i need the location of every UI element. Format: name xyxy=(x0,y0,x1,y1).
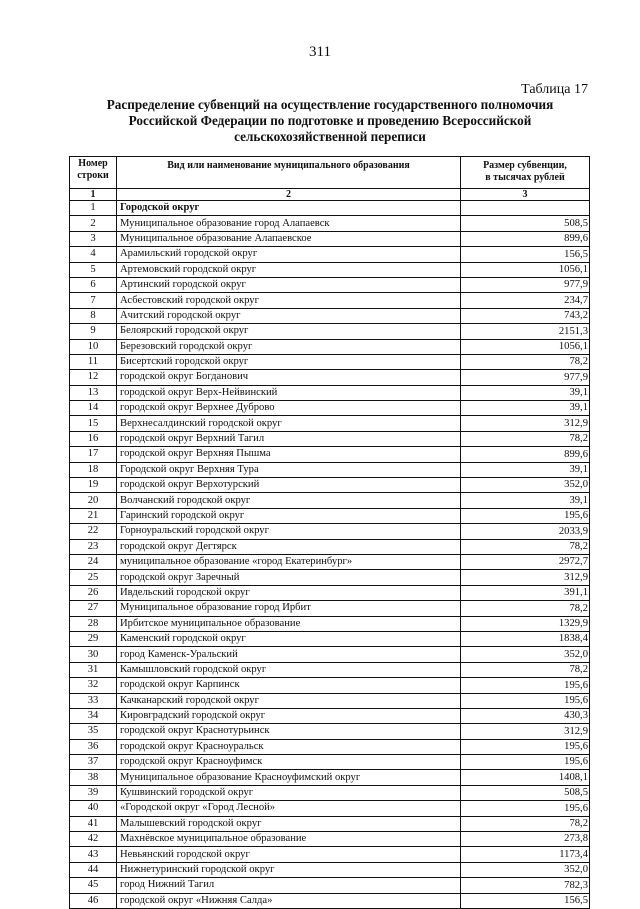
table-row xyxy=(70,570,590,585)
title-line: Распределение субвенций на осуществление государственного полномочия xyxy=(106,97,554,112)
table-row xyxy=(70,554,590,569)
row-number-cell: 9 xyxy=(70,324,117,339)
municipality-name-cell: Артемовский городской округ xyxy=(117,262,461,277)
row-number-cell: 38 xyxy=(70,770,117,785)
table-row xyxy=(70,462,590,477)
row-number-cell: 37 xyxy=(70,755,117,770)
subsidy-amount-cell: 234,7 xyxy=(461,293,590,308)
row-number-cell: 34 xyxy=(70,708,117,723)
municipality-name-cell: городской округ Верхотурский xyxy=(117,478,461,493)
title-line: сельскохозяйственной переписи xyxy=(234,129,426,144)
subsidy-amount-cell: 352,0 xyxy=(461,862,590,877)
row-number-cell: 2 xyxy=(70,216,117,231)
table-row xyxy=(70,878,590,893)
municipality-name-cell: Гаринский городской округ xyxy=(117,508,461,523)
table-row xyxy=(70,832,590,847)
table-row xyxy=(70,739,590,754)
row-number-cell: 11 xyxy=(70,354,117,369)
subsidy-amount-cell: 78,2 xyxy=(461,662,590,677)
row-number-cell: 19 xyxy=(70,478,117,493)
subsidy-amount-cell: 156,5 xyxy=(461,893,590,908)
table-row xyxy=(70,693,590,708)
table-row xyxy=(70,262,590,277)
municipality-name-cell: Кушвинский городской округ xyxy=(117,785,461,800)
municipality-name-cell: город Нижний Тагил xyxy=(117,878,461,893)
page-number: 311 xyxy=(309,44,331,60)
row-number-cell: 32 xyxy=(70,678,117,693)
subsidy-amount-cell: 312,9 xyxy=(461,724,590,739)
subsidy-amount-cell: 899,6 xyxy=(461,447,590,462)
subsidy-amount-cell: 78,2 xyxy=(461,431,590,446)
table-row xyxy=(70,370,590,385)
municipality-name-cell: городской округ Красноуфимск xyxy=(117,755,461,770)
row-number-cell: 21 xyxy=(70,508,117,523)
table-row xyxy=(70,801,590,816)
row-number-cell: 40 xyxy=(70,801,117,816)
subsidy-amount-cell: 195,6 xyxy=(461,801,590,816)
header-name: Вид или наименование муниципального образования xyxy=(117,157,461,189)
table-row xyxy=(70,601,590,616)
row-number-cell: 44 xyxy=(70,862,117,877)
municipality-name-cell: Городской округ xyxy=(117,201,461,216)
table-row xyxy=(70,508,590,523)
row-number-cell: 8 xyxy=(70,308,117,323)
municipality-name-cell: Качканарский городской округ xyxy=(117,693,461,708)
row-number-cell: 26 xyxy=(70,585,117,600)
municipality-name-cell: городской округ Богданович xyxy=(117,370,461,385)
table-row xyxy=(70,447,590,462)
subsidy-amount-cell: 273,8 xyxy=(461,832,590,847)
header-row-number xyxy=(70,157,117,189)
municipality-name-cell: Ачитский городской округ xyxy=(117,308,461,323)
table-row xyxy=(70,493,590,508)
municipality-name-cell: Камышловский городской округ xyxy=(117,662,461,677)
row-number-cell: 1 xyxy=(70,201,117,216)
row-number-cell: 31 xyxy=(70,662,117,677)
subsidy-amount-cell xyxy=(461,201,590,216)
subsidy-amount-cell: 195,6 xyxy=(461,755,590,770)
table-row xyxy=(70,662,590,677)
header-amount xyxy=(461,157,590,189)
row-number-cell: 10 xyxy=(70,339,117,354)
table-row xyxy=(70,416,590,431)
row-number-cell: 20 xyxy=(70,493,117,508)
table-row xyxy=(70,231,590,246)
subsidy-amount-cell: 2972,7 xyxy=(461,554,590,569)
municipality-name-cell: Асбестовский городской округ xyxy=(117,293,461,308)
municipality-name-cell: город Каменск-Уральский xyxy=(117,647,461,662)
row-number-cell: 24 xyxy=(70,554,117,569)
municipality-name-cell: Березовский городской округ xyxy=(117,339,461,354)
subsidy-amount-cell: 1408,1 xyxy=(461,770,590,785)
row-number-cell: 29 xyxy=(70,631,117,646)
subsidy-amount-cell: 312,9 xyxy=(461,570,590,585)
subsidy-amount-cell: 195,6 xyxy=(461,693,590,708)
column-index: 1 xyxy=(70,189,117,201)
table-body xyxy=(70,189,590,909)
table-row xyxy=(70,678,590,693)
row-number-cell: 35 xyxy=(70,724,117,739)
subsidy-amount-cell: 899,6 xyxy=(461,231,590,246)
table-label: Таблица 17 xyxy=(521,82,588,97)
row-number-cell: 45 xyxy=(70,878,117,893)
row-number-cell: 12 xyxy=(70,370,117,385)
row-number-cell: 28 xyxy=(70,616,117,631)
municipality-name-cell: городской округ Красноуральск xyxy=(117,739,461,754)
subsidy-amount-cell: 1173,4 xyxy=(461,847,590,862)
subsidy-amount-cell: 430,3 xyxy=(461,708,590,723)
row-number-cell: 43 xyxy=(70,847,117,862)
row-number-cell: 14 xyxy=(70,401,117,416)
subsidy-amount-cell: 195,6 xyxy=(461,508,590,523)
table-row xyxy=(70,324,590,339)
row-number-cell: 25 xyxy=(70,570,117,585)
municipality-name-cell: Городской округ Верхняя Тура xyxy=(117,462,461,477)
table-row xyxy=(70,616,590,631)
municipality-name-cell: городской округ Краснотурьинск xyxy=(117,724,461,739)
subsidy-amount-cell: 1056,1 xyxy=(461,262,590,277)
row-number-cell: 36 xyxy=(70,739,117,754)
table-row xyxy=(70,724,590,739)
municipality-name-cell: городской округ Карпинск xyxy=(117,678,461,693)
table-row xyxy=(70,708,590,723)
table-row xyxy=(70,585,590,600)
column-index-row xyxy=(70,189,590,201)
municipality-name-cell: Волчанский городской округ xyxy=(117,493,461,508)
municipality-name-cell: Горноуральский городской округ xyxy=(117,524,461,539)
subsidy-amount-cell: 782,3 xyxy=(461,878,590,893)
row-number-cell: 16 xyxy=(70,431,117,446)
row-number-cell: 18 xyxy=(70,462,117,477)
header-text: в тысячах рублей xyxy=(485,172,565,183)
row-number-cell: 33 xyxy=(70,693,117,708)
municipality-name-cell: Муниципальное образование Алапаевское xyxy=(117,231,461,246)
municipality-name-cell: Бисертский городской округ xyxy=(117,354,461,369)
subsidy-amount-cell: 508,5 xyxy=(461,216,590,231)
municipality-name-cell: «Городской округ «Город Лесной» xyxy=(117,801,461,816)
table-row xyxy=(70,385,590,400)
row-number-cell: 6 xyxy=(70,277,117,292)
subsidy-amount-cell: 195,6 xyxy=(461,739,590,754)
table-row xyxy=(70,893,590,908)
column-index: 3 xyxy=(461,189,590,201)
municipality-name-cell: Нижнетуринский городской округ xyxy=(117,862,461,877)
subsidy-amount-cell: 78,2 xyxy=(461,601,590,616)
municipality-name-cell: Артинский городской округ xyxy=(117,277,461,292)
municipality-name-cell: Ивдельский городской округ xyxy=(117,585,461,600)
row-number-cell: 4 xyxy=(70,247,117,262)
subsidy-amount-cell: 78,2 xyxy=(461,539,590,554)
municipality-name-cell: городской округ Верхнее Дуброво xyxy=(117,401,461,416)
subsidy-amount-cell: 312,9 xyxy=(461,416,590,431)
subsidy-amount-cell: 1056,1 xyxy=(461,339,590,354)
municipality-name-cell: Муниципальное образование Красноуфимский округ xyxy=(117,770,461,785)
header-text: строки xyxy=(77,170,109,181)
row-number-cell: 23 xyxy=(70,539,117,554)
row-number-cell: 7 xyxy=(70,293,117,308)
subsidy-amount-cell: 39,1 xyxy=(461,462,590,477)
municipality-name-cell: городской округ «Нижняя Салда» xyxy=(117,893,461,908)
municipality-name-cell: Муниципальное образование город Ирбит xyxy=(117,601,461,616)
table-row xyxy=(70,308,590,323)
table-row xyxy=(70,401,590,416)
row-number-cell: 15 xyxy=(70,416,117,431)
table-row xyxy=(70,647,590,662)
subsidy-amount-cell: 977,9 xyxy=(461,370,590,385)
municipality-name-cell: Муниципальное образование город Алапаевск xyxy=(117,216,461,231)
table-row xyxy=(70,770,590,785)
row-number-cell: 22 xyxy=(70,524,117,539)
row-number-cell: 3 xyxy=(70,231,117,246)
table-row xyxy=(70,862,590,877)
subsidy-table xyxy=(69,156,590,909)
subsidy-amount-cell: 39,1 xyxy=(461,385,590,400)
table-row xyxy=(70,539,590,554)
municipality-name-cell: Верхнесалдинский городской округ xyxy=(117,416,461,431)
table-row xyxy=(70,755,590,770)
subsidy-amount-cell: 1329,9 xyxy=(461,616,590,631)
row-number-cell: 42 xyxy=(70,832,117,847)
table-row xyxy=(70,339,590,354)
document-title xyxy=(70,97,590,145)
table-row xyxy=(70,293,590,308)
subsidy-amount-cell: 352,0 xyxy=(461,647,590,662)
municipality-name-cell: Каменский городской округ xyxy=(117,631,461,646)
municipality-name-cell: городской округ Верхняя Пышма xyxy=(117,447,461,462)
table-row xyxy=(70,524,590,539)
table-row xyxy=(70,247,590,262)
table-row xyxy=(70,216,590,231)
table-row xyxy=(70,631,590,646)
table-row xyxy=(70,816,590,831)
header-text: Размер субвенции, xyxy=(483,160,567,171)
subsidy-amount-cell: 977,9 xyxy=(461,277,590,292)
table-header-row xyxy=(70,157,590,189)
row-number-cell: 27 xyxy=(70,601,117,616)
subsidy-amount-cell: 78,2 xyxy=(461,816,590,831)
municipality-name-cell: Кировградский городской округ xyxy=(117,708,461,723)
subsidy-amount-cell: 1838,4 xyxy=(461,631,590,646)
municipality-name-cell: городской округ Верх-Нейвинский xyxy=(117,385,461,400)
municipality-name-cell: муниципальное образование «город Екатеринбург» xyxy=(117,554,461,569)
table-row xyxy=(70,847,590,862)
subsidy-amount-cell: 2151,3 xyxy=(461,324,590,339)
municipality-name-cell: Ирбитское муниципальное образование xyxy=(117,616,461,631)
municipality-name-cell: Махнёвское муниципальное образование xyxy=(117,832,461,847)
table-row xyxy=(70,354,590,369)
municipality-name-cell: Малышевский городской округ xyxy=(117,816,461,831)
subsidy-amount-cell: 39,1 xyxy=(461,493,590,508)
row-number-cell: 30 xyxy=(70,647,117,662)
subsidy-amount-cell: 156,5 xyxy=(461,247,590,262)
municipality-name-cell: городской округ Верхний Тагил xyxy=(117,431,461,446)
table-row xyxy=(70,431,590,446)
header-text: Номер xyxy=(78,158,108,169)
title-line: Российской Федерации по подготовке и проведению Всероссийской xyxy=(128,113,532,128)
subsidy-amount-cell: 78,2 xyxy=(461,354,590,369)
row-number-cell: 5 xyxy=(70,262,117,277)
row-number-cell: 13 xyxy=(70,385,117,400)
row-number-cell: 39 xyxy=(70,785,117,800)
row-number-cell: 46 xyxy=(70,893,117,908)
column-index: 2 xyxy=(117,189,461,201)
table-row xyxy=(70,785,590,800)
municipality-name-cell: Арамильский городской округ xyxy=(117,247,461,262)
municipality-name-cell: Белоярский городской округ xyxy=(117,324,461,339)
row-number-cell: 17 xyxy=(70,447,117,462)
subsidy-amount-cell: 352,0 xyxy=(461,478,590,493)
subsidy-amount-cell: 391,1 xyxy=(461,585,590,600)
table-row xyxy=(70,277,590,292)
municipality-name-cell: Невьянский городской округ xyxy=(117,847,461,862)
table-row xyxy=(70,478,590,493)
row-number-cell: 41 xyxy=(70,816,117,831)
subsidy-amount-cell: 39,1 xyxy=(461,401,590,416)
municipality-name-cell: городской округ Дегтярск xyxy=(117,539,461,554)
subsidy-amount-cell: 2033,9 xyxy=(461,524,590,539)
subsidy-amount-cell: 743,2 xyxy=(461,308,590,323)
subsidy-amount-cell: 195,6 xyxy=(461,678,590,693)
subsidy-amount-cell: 508,5 xyxy=(461,785,590,800)
table-row xyxy=(70,201,590,216)
municipality-name-cell: городской округ Заречный xyxy=(117,570,461,585)
